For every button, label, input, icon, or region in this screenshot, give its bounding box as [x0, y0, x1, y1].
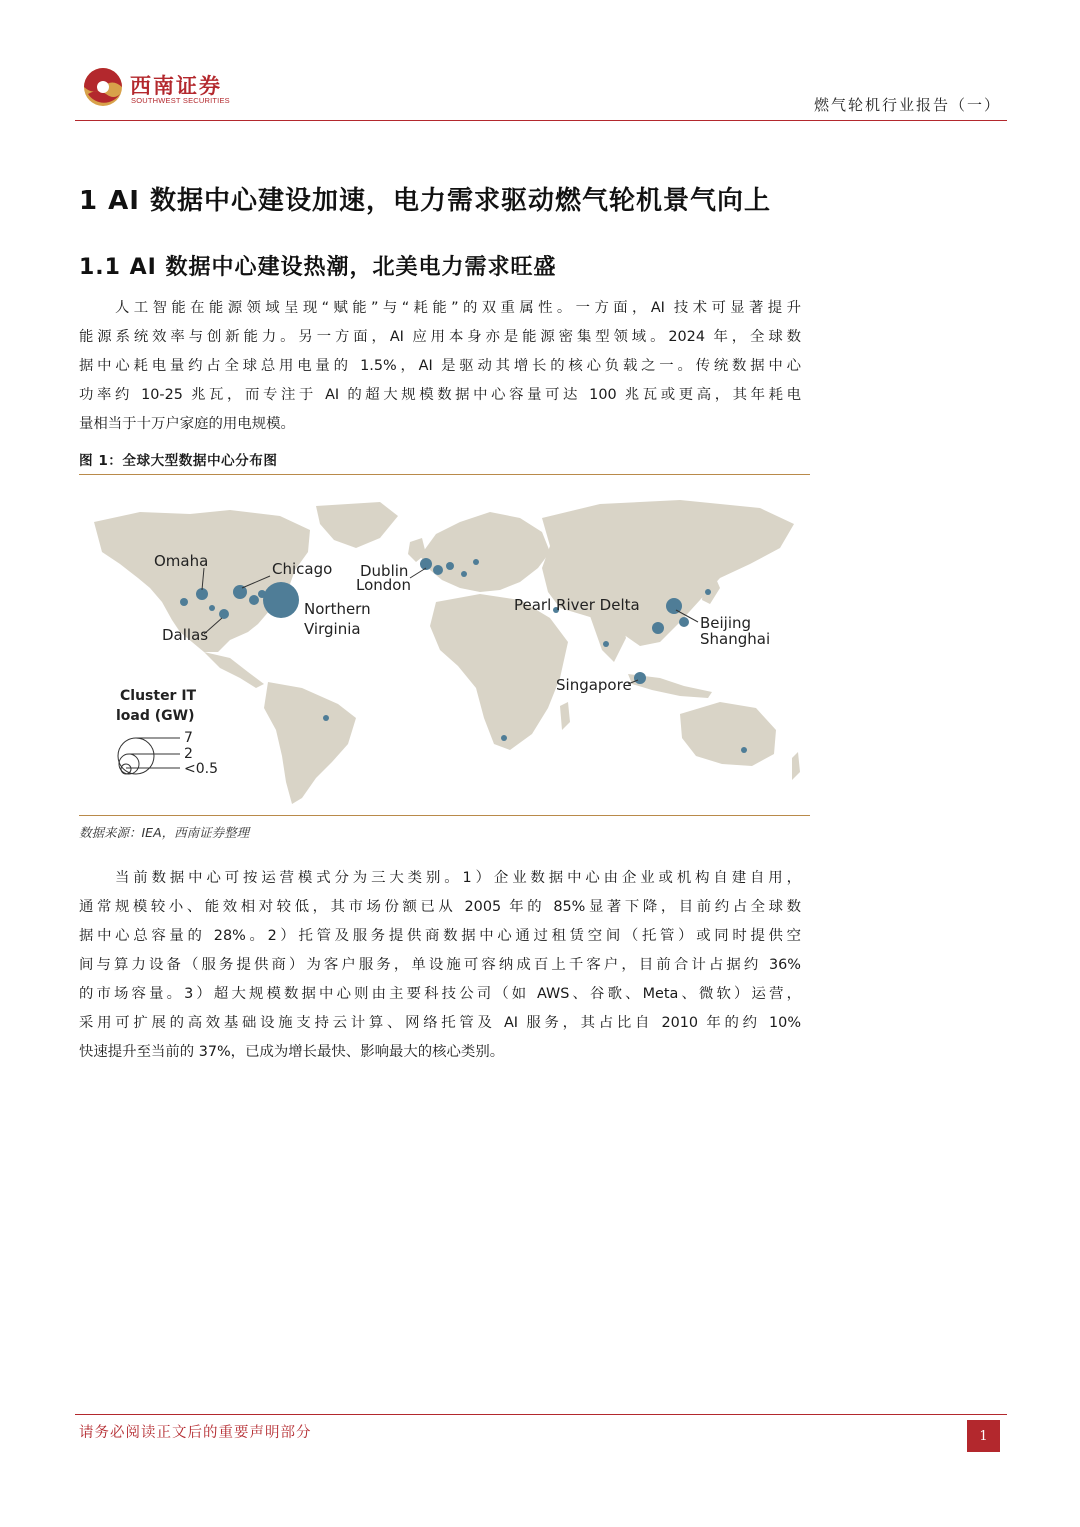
south-america-land [264, 682, 356, 804]
cluster-dallas [219, 609, 229, 619]
central-america-land [204, 652, 264, 688]
report-title: 燃气轮机行业报告（一） [813, 96, 1001, 114]
paragraph-line: 采用可扩展的高效基础设施支持云计算、网络托管及 AI 服务，其占比自 2010 年的约 10% [79, 1015, 801, 1031]
paragraph-line: 功率约 10-25 兆瓦，而专注于 AI 的超大规模数据中心容量可达 100 兆瓦或更高，其年耗电 [79, 387, 801, 403]
paragraph-line: 据中心耗电量约占全球总用电量的 1.5%，AI 是驱动其增长的核心负载之一。传统数据中心 [79, 358, 801, 374]
brand-name-cn: 西南证券 [130, 73, 222, 98]
paragraph-line: 的市场容量。3）超大规模数据中心则由主要科技公司（如 AWS、谷歌、Meta、微软）运营， [79, 986, 801, 1002]
section-heading-1: 1 AI 数据中心建设加速，电力需求驱动燃气轮机景气向上 [79, 186, 771, 216]
logo-emblem-icon [82, 66, 124, 108]
paragraph-line: 人工智能在能源领域呈现“赋能”与“耗能”的双重属性。一方面，AI 技术可显著提升 [115, 300, 801, 316]
map-label-virginia: Virginia [304, 620, 361, 638]
legend-title-line2: load (GW) [116, 708, 195, 724]
footer-divider [75, 1414, 1007, 1415]
cluster-brazil [323, 715, 329, 721]
asia-land [542, 500, 794, 646]
cluster-europe-b [461, 571, 467, 577]
page-number: 1 [967, 1420, 1000, 1452]
europe-land [420, 512, 550, 592]
world-map-figure [80, 482, 810, 812]
cluster-london [433, 565, 443, 575]
map-label-london: London [356, 576, 411, 594]
map-label-shanghai: Shanghai [700, 630, 771, 648]
figure-source: 数据来源：IEA，西南证券整理 [79, 825, 250, 840]
map-label-omaha: Omaha [154, 552, 209, 570]
madagascar-land [560, 702, 570, 730]
cluster-asia-a [705, 589, 711, 595]
figure-title: 图 1：全球大型数据中心分布图 [79, 453, 278, 469]
legend-circle-medium [119, 754, 139, 774]
cluster-europe-c [473, 559, 479, 565]
map-label-beijing: Beijing [700, 614, 752, 632]
legend-value-0-5: <0.5 [184, 761, 218, 777]
legend-title-line1: Cluster IT [120, 688, 197, 704]
paragraph-line: 当前数据中心可按运营模式分为三大类别。1）企业数据中心由企业或机构自建自用， [115, 870, 801, 886]
cluster-india [603, 641, 609, 647]
cluster-shanghai [679, 617, 689, 627]
map-legend [116, 688, 218, 777]
paragraph-line: 能源系统效率与创新能力。另一方面，AI 应用本身亦是能源密集型领域。2024 年，全球数 [79, 329, 801, 345]
cluster-south-africa [501, 735, 507, 741]
paragraph-line: 快速提升至当前的 37%，已成为增长最快、影响最大的核心类别。 [79, 1044, 505, 1060]
map-label-pearl-river-delta: Pearl River Delta [514, 596, 640, 614]
cluster-northern-virginia [263, 582, 299, 618]
map-label-dublin: Dublin [360, 562, 409, 580]
cluster-singapore [634, 672, 646, 684]
india-land [590, 614, 626, 662]
cluster-europe-a [446, 562, 454, 570]
cluster-us-a [249, 595, 259, 605]
paragraph-line: 间与算力设备（服务提供商）为客户服务，单设施可容纳成百上千客户，目前合计占据约 36% [79, 957, 801, 973]
paragraph-line: 据中心总容量的 28%。2）托管及服务提供商数据中心通过租赁空间（托管）或同时提供空 [79, 928, 801, 944]
figure-top-rule [79, 474, 810, 475]
land-masses [94, 500, 800, 804]
cluster-us-west [180, 598, 188, 606]
cluster-us-b [258, 590, 266, 598]
figure-bottom-rule [79, 815, 810, 816]
map-label-northern: Northern [304, 600, 371, 618]
map-label-dallas: Dallas [162, 626, 209, 644]
brand-name-en: SOUTHWEST SECURITIES [131, 96, 230, 105]
legend-circle-small [121, 764, 131, 774]
paragraph-line: 量相当于十万户家庭的用电规模。 [79, 416, 295, 432]
map-label-chicago: Chicago [272, 560, 333, 578]
world-map [80, 482, 810, 812]
section-heading-1-1: 1.1 AI 数据中心建设热潮，北美电力需求旺盛 [79, 255, 557, 280]
australia-land [680, 702, 776, 766]
header-divider [75, 120, 1007, 121]
footer-notice: 请务必阅读正文后的重要声明部分 [79, 1425, 312, 1441]
cluster-pearl-river [652, 622, 664, 634]
cluster-us-c [209, 605, 215, 611]
africa-land [430, 594, 568, 750]
new-zealand-land [792, 752, 800, 780]
greenland-land [316, 502, 398, 548]
map-label-singapore: Singapore [556, 676, 632, 694]
brand-logo [82, 66, 232, 114]
legend-value-7: 7 [184, 730, 193, 746]
paragraph-line: 通常规模较小、能效相对较低，其市场份额已从 2005 年的 85%显著下降，目前约占全球数 [79, 899, 801, 915]
legend-value-2: 2 [184, 746, 193, 762]
cluster-australia [741, 747, 747, 753]
